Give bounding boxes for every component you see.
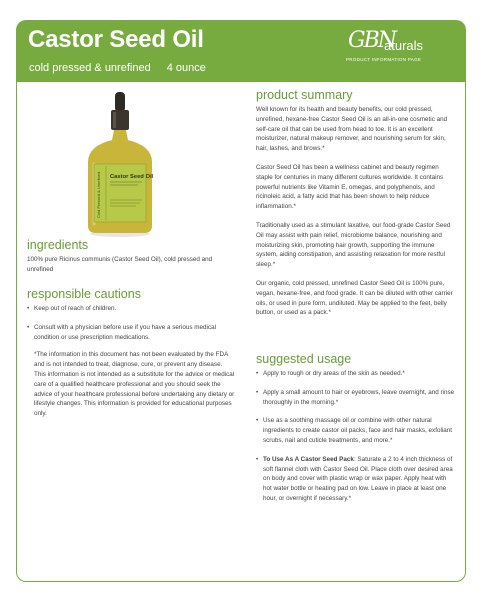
usage-section — [256, 352, 456, 504]
product-subtitle — [29, 62, 206, 74]
processing-label: cold pressed & unrefined — [29, 62, 151, 74]
fda-disclaimer: *The information in this document has not been evaluated by the FDA and is not intended to treat, diagnose, cure, or prevent any disease. This information is not intended as a substitute for the advice or medical care of a qualified healthcare professional and you should seek the advice of your healthcare professional before undertaking any dietary or lifestyle changes. This information is provided for educational purposes only. — [34, 351, 235, 418]
caution-item: • Consult with a physician before use if you have a serious medical condition or use prescription medications. — [27, 323, 235, 343]
ingredients-heading: ingredients — [27, 238, 89, 252]
summary-paragraph: Well known for its health and beauty benefits, our cold pressed, unrefined, hexane-free Castor Seed Oil is an all-in-one cosmetic and self-care oil that can be used from head to toe. It is an excellent moisturizer, natural makeup remover, and nourishing serum for skin, hair, lashes, and brows.* — [256, 106, 448, 153]
ingredients-section — [27, 238, 235, 275]
summary-paragraph: Castor Seed Oil has been a wellness cabinet and beauty regimen staple for centuries in many different cultures worldwide. It contains powerful nutrients like Vitamin E, omegas, and polyphenols, and ricinoleic acid, a fatty acid that has been shown to help reduce inflammation.* — [256, 163, 444, 211]
cautions-section — [27, 287, 235, 419]
pack-text: : Saturate a 2 to 4 inch thickness of soft flannel cloth with Castor Seed Oil. Place cloth over desired area on body and cover with plastic wrap or wax paper. Apply heat with hot water bottle or heating pad on low. Leave in place at least one hour, or overnight if necessary.* — [263, 455, 453, 502]
usage-item: • Apply a small amount to hair or eyebrows, leave overnight, and rinse thoroughly in the morning.* — [256, 388, 456, 408]
size-label: 4 ounce — [166, 62, 206, 74]
cautions-list — [27, 304, 235, 342]
usage-heading: suggested usage — [256, 352, 352, 366]
summary-section — [256, 88, 456, 318]
logo-wordmark: aturals — [384, 38, 424, 53]
summary-paragraph: Our organic, cold pressed, unrefined Castor Seed Oil is 100% pure, vegan, hexane-free, and food grade. It can be diluted with other carrier oils, or used in pure form, undiluted. May be applied to the feet, belly button, or used as a pack.* — [256, 279, 453, 317]
bottle-side-label: Cold Pressed & Unrefined — [96, 171, 101, 218]
ingredients-text: 100% pure Ricinus communis (Castor Seed Oil), cold pressed and unrefined — [27, 256, 213, 273]
pack-label: To Use As A Castor Seed Pack — [263, 455, 354, 463]
caution-item: • Keep out of reach of children. — [27, 304, 235, 314]
usage-item: • Apply to rough or dry areas of the skin as needed.* — [256, 369, 456, 379]
bottle-image — [80, 90, 160, 238]
logo-monogram: GBN — [348, 28, 395, 53]
header-banner — [16, 20, 466, 82]
product-title: Castor Seed Oil — [28, 26, 204, 53]
logo-tagline: PRODUCT INFORMATION PAGE — [346, 57, 422, 62]
usage-item: • Use as a soothing massage oil or combine with other natural ingredients to create castor oil packs, face and hair masks, exfoliant scrubs, nail and cuticle treatments, and more.* — [256, 416, 456, 445]
bottle-label-title: Castor Seed Oil — [110, 174, 154, 180]
brand-logo — [344, 28, 454, 68]
summary-heading: product summary — [256, 88, 353, 102]
usage-list — [256, 369, 456, 504]
usage-item-pack — [256, 455, 456, 504]
cautions-heading: responsible cautions — [27, 287, 141, 301]
summary-paragraph: Traditionally used as a stimulant laxative, our food-grade Castor Seed Oil may assist with pain relief, microbiome balance, nourishing and moisturizing skin, promoting hair growth, supporting the immune system, aiding constipation, and assisting relaxation for more restful sleep.* — [256, 221, 451, 269]
